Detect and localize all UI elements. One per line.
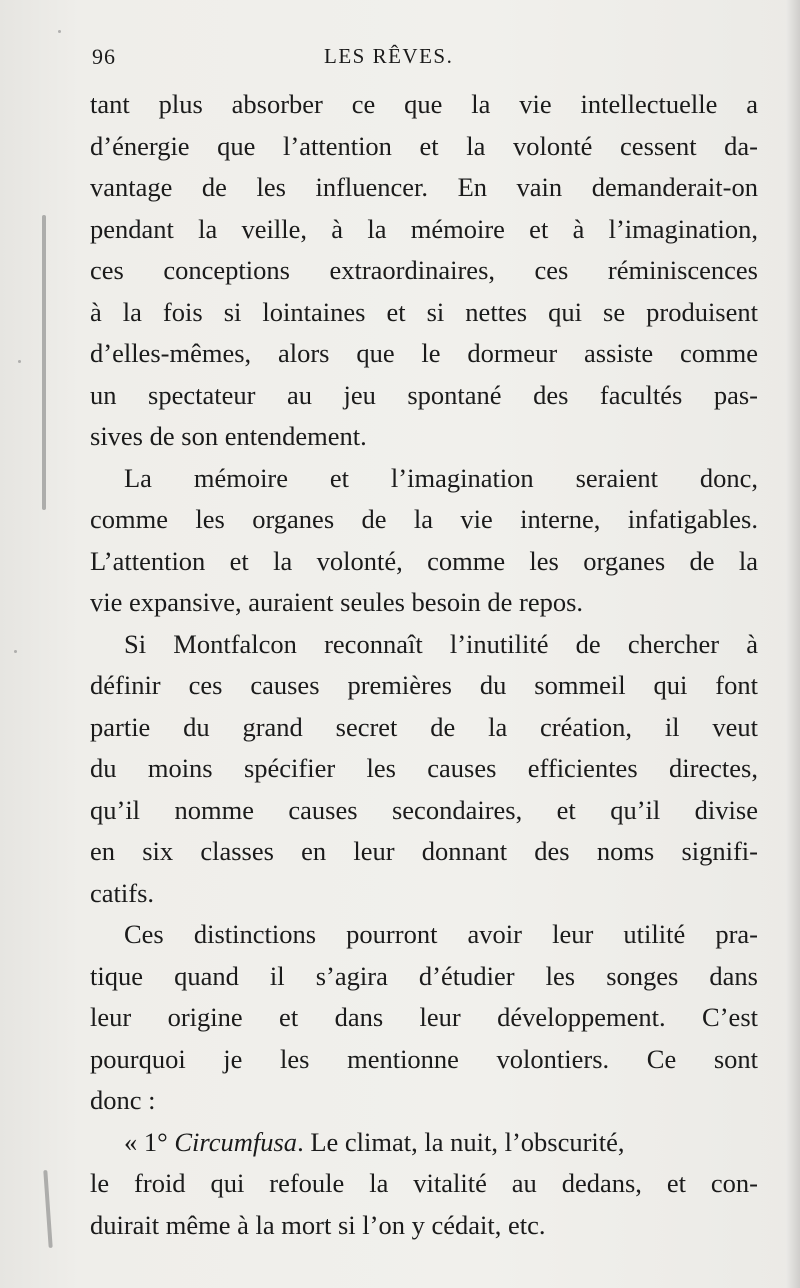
text-line: un spectateur au jeu spontané des facultés pas- xyxy=(90,379,758,410)
text-line: d’énergie que l’attention et la volonté cessent da- xyxy=(90,130,758,161)
paragraph-start-line: La mémoire et l’imagination seraient donc, xyxy=(124,462,758,493)
quote-start-line xyxy=(90,1122,758,1164)
quote-prefix: « 1° xyxy=(124,1126,175,1157)
text-line: ces conceptions extraordinaires, ces réminiscences xyxy=(90,255,758,285)
margin-pencil-mark xyxy=(43,1170,52,1248)
text-line: à la fois si lointaines et si nettes qui se produisent xyxy=(90,296,758,327)
text-line: catifs. xyxy=(90,877,155,908)
text-line: vie expansive, auraient seules besoin de repos. xyxy=(90,587,584,617)
page-gutter-shadow xyxy=(786,0,800,1288)
text-line: pendant la veille, à la mémoire et à l’imagination, xyxy=(90,213,758,244)
text-line: tique quand il s’agira d’étudier les songes dans xyxy=(90,960,758,991)
italic-term: Circumfusa xyxy=(174,1126,298,1157)
page-number: 96 xyxy=(92,44,116,69)
text-line: vantage de les influencer. En vain demanderait-on xyxy=(90,172,758,202)
speck xyxy=(14,650,17,653)
page-header xyxy=(92,44,762,78)
text-line: donc : xyxy=(90,1085,156,1115)
text-line: le froid qui refoule la vitalité au dedans, et con- xyxy=(90,1168,758,1198)
text-line: d’elles-mêmes, alors que le dormeur assiste comme xyxy=(90,338,758,368)
text-line: L’attention et la volonté, comme les organes de la xyxy=(90,545,758,576)
text-line: comme les organes de la vie interne, infatigables. xyxy=(90,504,758,534)
text-line: qu’il nomme causes secondaires, et qu’il divise xyxy=(90,794,758,825)
text-line: sives de son entendement. xyxy=(90,421,367,451)
quote-continuation: . Le climat, la nuit, l’obscurité, xyxy=(297,1126,625,1157)
text-line: tant plus absorber ce que la vie intellectuelle a xyxy=(90,89,758,119)
body-text xyxy=(90,84,758,1246)
margin-pencil-mark xyxy=(42,215,46,510)
text-line: définir ces causes premières du sommeil qui font xyxy=(90,670,758,700)
text-line: en six classes en leur donnant des noms signifi- xyxy=(90,836,758,866)
text-line: pourquoi je les mentionne volontiers. Ce sont xyxy=(90,1043,758,1074)
text-line: duirait même à la mort si l’on y cédait, etc. xyxy=(90,1209,546,1240)
text-line: partie du grand secret de la création, il veut xyxy=(90,711,758,742)
speck xyxy=(58,30,61,33)
text-line: leur origine et dans leur développement. C’est xyxy=(90,1002,758,1032)
text-line: du moins spécifier les causes efficientes directes, xyxy=(90,753,758,783)
paragraph-start-line: Si Montfalcon reconnaît l’inutilité de chercher à xyxy=(124,628,758,659)
paragraph-start-line: Ces distinctions pourront avoir leur utilité pra- xyxy=(124,919,758,949)
running-title: LES RÊVES. xyxy=(324,44,454,68)
speck xyxy=(18,360,21,363)
